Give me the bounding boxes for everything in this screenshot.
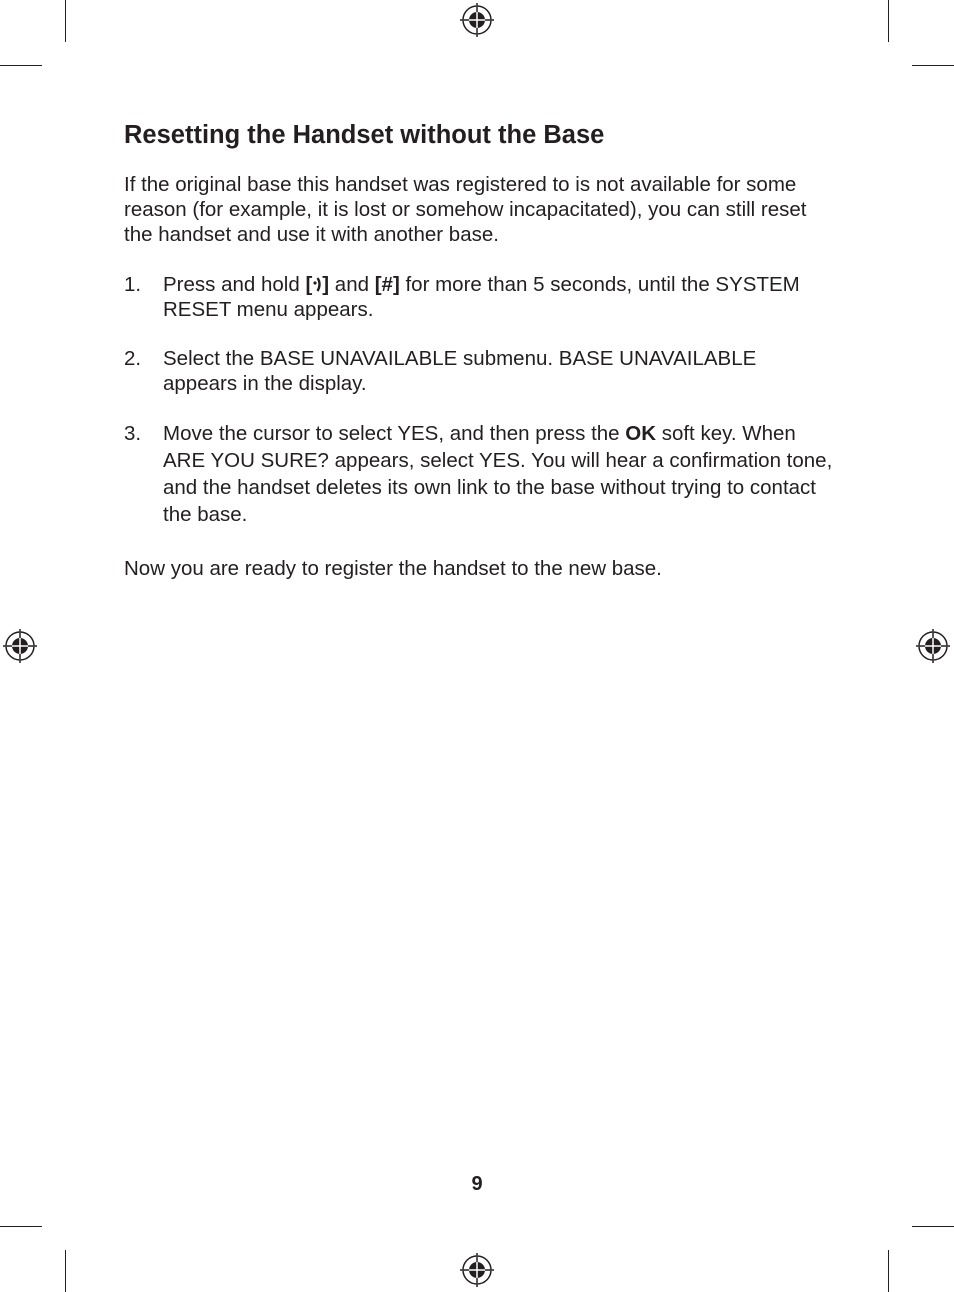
registration-mark-top-icon [460, 3, 494, 37]
step-item-2 [124, 346, 836, 396]
ok-key-label: OK [625, 422, 657, 445]
step-text: Move the cursor to select YES, and then press the [163, 422, 626, 445]
step-number: 1. [124, 273, 142, 296]
key-bracket-close: ] [322, 273, 330, 296]
key-bracket-open: [ [305, 273, 313, 296]
crop-mark-top-right-horizontal [912, 65, 954, 66]
crop-mark-bottom-right-vertical [888, 1250, 889, 1292]
steps-list [124, 272, 836, 528]
page-number: 9 [471, 1173, 483, 1195]
crop-mark-bottom-left-vertical [65, 1250, 66, 1292]
step-number: 3. [124, 422, 142, 445]
step-number: 2. [124, 347, 142, 370]
crop-mark-top-right-vertical [888, 0, 889, 42]
step-text: and [329, 273, 375, 296]
registration-mark-left-icon [3, 629, 37, 663]
step-item-1 [124, 272, 836, 322]
registration-mark-right-icon [916, 629, 950, 663]
page-content [124, 118, 836, 581]
crop-mark-top-left-vertical [65, 0, 66, 42]
closing-paragraph: Now you are ready to register the handset to the new base. [124, 557, 662, 580]
step-text: Press and hold [163, 273, 306, 296]
pound-key-label: [#] [374, 273, 400, 296]
step-text: for more than 5 seconds, until the SYSTEM RESET menu appears. [163, 273, 800, 321]
crop-mark-top-left-horizontal [0, 65, 42, 66]
step-item-3 [124, 420, 836, 528]
section-heading: Resetting the Handset without the Base [124, 121, 605, 149]
intro-paragraph: If the original base this handset was registered to is not available for some reason (for example, it is lost or somehow incapacitated), you can still reset the handset and use it with another base. [124, 173, 807, 246]
registration-mark-bottom-icon [460, 1253, 494, 1287]
step-text: Select the BASE UNAVAILABLE submenu. BASE UNAVAILABLE appears in the display. [163, 347, 757, 395]
crop-mark-bottom-left-horizontal [0, 1226, 42, 1227]
talk-flash-key-icon [312, 275, 322, 293]
step-text: soft key. When ARE YOU SURE? appears, select YES. You will hear a confirmation tone, and the handset deletes its own link to the base without trying to contact the base. [163, 422, 833, 526]
crop-mark-bottom-right-horizontal [912, 1226, 954, 1227]
